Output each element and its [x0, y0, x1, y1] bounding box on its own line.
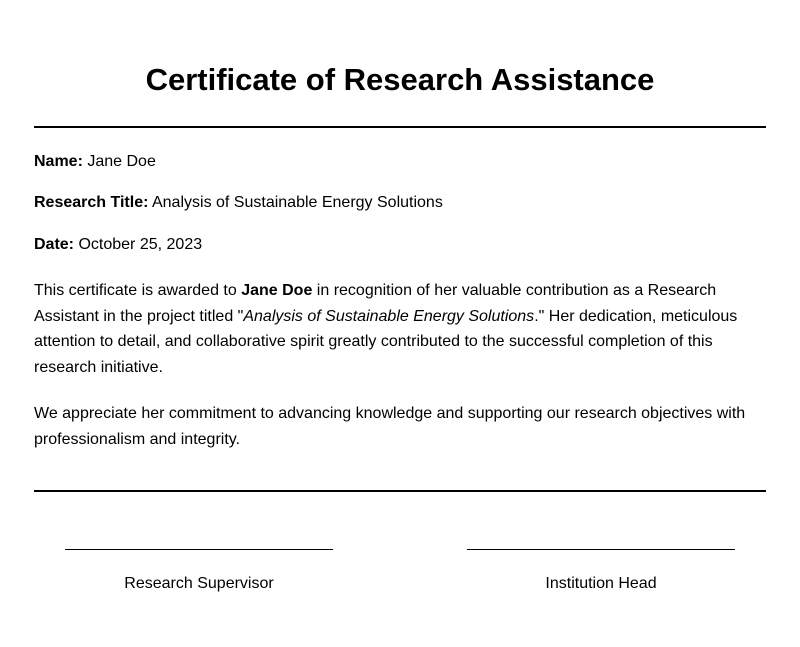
institution-head-signature-block — [467, 538, 735, 595]
appreciation-paragraph: We appreciate her commitment to advancing knowledge and supporting our research objectives with professionalism and integrity. — [34, 405, 746, 448]
date-label: Date: — [34, 236, 75, 253]
name-field — [34, 151, 156, 173]
name-label: Name: — [34, 153, 83, 170]
award-end-text: ." Her dedication, meticulous attention to detail, and collaborative spirit greatly contributed to the successful completion of this research initiative. — [34, 307, 738, 377]
supervisor-signature-line — [65, 549, 333, 550]
certificate-title: Certificate of Research Assistance — [145, 62, 655, 97]
name-value: Jane Doe — [87, 153, 156, 170]
supervisor-signature-label: Research Supervisor — [124, 575, 274, 592]
award-middle-text: in recognition of her valuable contribution as a Research Assistant in the project titled " — [34, 282, 717, 325]
top-divider — [34, 126, 766, 128]
award-paragraph — [34, 278, 766, 381]
supervisor-signature-block — [65, 538, 333, 595]
institution-head-signature-label: Institution Head — [545, 575, 657, 592]
research-title-field — [34, 192, 443, 214]
date-value: October 25, 2023 — [78, 236, 203, 253]
research-title-value: Analysis of Sustainable Energy Solutions — [151, 194, 443, 211]
recipient-name: Jane Doe — [241, 282, 313, 299]
research-title-label: Research Title: — [34, 194, 149, 211]
project-title: Analysis of Sustainable Energy Solutions — [243, 307, 535, 325]
institution-head-signature-line — [467, 549, 735, 550]
date-field — [34, 234, 202, 256]
award-intro-text: This certificate is awarded to — [34, 282, 242, 299]
bottom-divider — [34, 490, 766, 492]
